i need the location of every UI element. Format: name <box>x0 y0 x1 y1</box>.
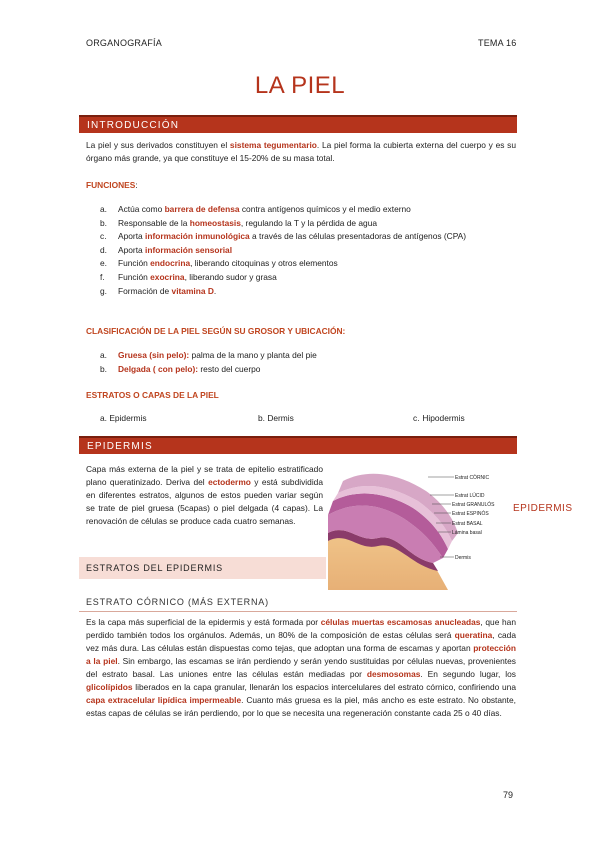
funciones-heading: FUNCIONES: <box>86 180 138 190</box>
heading-underline <box>79 611 517 612</box>
page-title: LA PIEL <box>254 72 346 99</box>
list-item: b. Responsable de la homeostasis, regulando la T y la pérdida de agua <box>100 217 378 228</box>
funciones-list <box>100 203 516 298</box>
list-item: a. Epidermis <box>100 413 147 423</box>
page-number: 79 <box>503 790 514 800</box>
corneo-paragraph: Es la capa más superficial de la epidermis y está formada por células muertas escamosas anucleadas, que han perdido también todos los orgánulos. Además, un 80% de la composición de estas células será queratina, cada vez más dura. Las células están dispuestas como tejas, que adoptan una forma de escamas y aportan protección a la piel. Sin embargo, las escamas se irán perdiendo y serán yendo sustituidas por células nuevas, provenientes del estrato basal. Las uniones entre las células están mediadas por desmosomas. En segundo lugar, los glicolípidos liberados en la capa granular, llenarán los espacios intercelulares del estrato córnico, confiriendo una capa extracelular lipídica impermeable. Cuanto más gruesa es la piel, más ancho es este estrato. No obstante, estas capas de células se irán perdiendo, por lo que se necesita una regeneración constante cada 25 o 40 días. <box>86 617 516 718</box>
layer-label: Estrat BASAL <box>452 521 483 527</box>
layer-label: Estrat ESPINÓS <box>452 511 489 517</box>
epidermis-paragraph: Capa más externa de la piel y se trata de epitelio estratificado plano queratinizado. Deriva del ectodermo y está subdividida en diferentes estratos, algunos de estos pueden variar según se trate de piel gruesa (5capas) o piel delgada (4 capas). La renovación de células se produce cada cuatro semanas. <box>86 464 323 526</box>
layer-label: Lámina basal <box>452 530 482 536</box>
layer-label: Estrat GRANULÓS <box>452 502 495 508</box>
clasificacion-list <box>100 349 516 376</box>
list-item: b. Dermis <box>258 413 294 423</box>
header-subject: ORGANOGRAFÍA <box>86 38 162 48</box>
list-item: b. Delgada ( con pelo): resto del cuerpo <box>100 363 261 374</box>
clasificacion-heading: CLASIFICACIÓN DE LA PIEL SEGÚN SU GROSOR Y UBICACIÓN: <box>86 326 346 336</box>
list-item: a. Actúa como barrera de defensa contra antígenos químicos y el medio externo <box>100 204 411 214</box>
header-topic: TEMA 16 <box>478 38 517 48</box>
layer-label: Dermis <box>455 555 471 561</box>
estrato-corneo-heading: ESTRATO CÓRNICO (MÁS EXTERNA) <box>86 597 269 607</box>
section-bar-epidermis: EPIDERMIS <box>79 436 517 454</box>
list-item: c. Hipodermis <box>413 413 465 423</box>
list-item: f. Función exocrina, liberando sudor y grasa <box>100 271 277 282</box>
list-item: c. Aporta información inmunológica a través de las células presentadoras de antígenos (CPA) <box>100 231 467 242</box>
intro-paragraph: La piel y sus derivados constituyen el sistema tegumentario. La piel forma la cubierta externa del cuerpo y es su órgano más grande, ya que constituye el 15-20% de su masa total. <box>86 140 516 163</box>
section-bar-introduccion: INTRODUCCIÓN <box>79 115 517 133</box>
list-item: d. Aporta información sensorial <box>100 244 233 255</box>
figure-label: EPIDERMIS <box>513 503 573 514</box>
estratos-heading: ESTRATOS O CAPAS DE LA PIEL <box>86 390 219 400</box>
layer-label: Estrat LÚCID <box>455 493 485 499</box>
list-item: g. Formación de vitamina D. <box>100 285 217 296</box>
layer-label: Estrat CÒRNIC <box>455 475 490 481</box>
epidermis-layers-figure <box>328 463 513 590</box>
list-item: a. Gruesa (sin pelo): palma de la mano y planta del pie <box>100 350 317 360</box>
subsection-bar-estratos: ESTRATOS DEL EPIDERMIS <box>79 557 326 579</box>
list-item: e. Función endocrina, liberando citoquinas y otros elementos <box>100 258 338 269</box>
